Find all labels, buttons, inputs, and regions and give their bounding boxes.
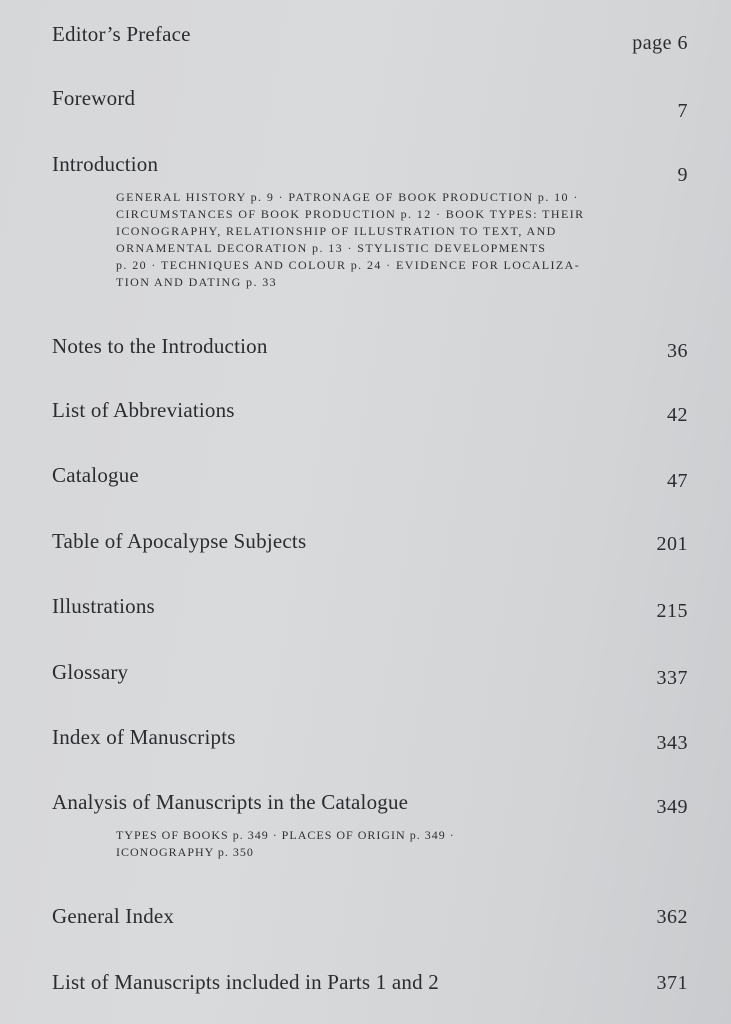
toc-entry-page: 349 [656,796,688,818]
toc-entry-title: List of Manuscripts included in Parts 1 and 2 [52,970,439,994]
subentry-line: ORNAMENTAL DECORATION p. 13 · STYLISTIC DEVELOPMENTS [116,241,547,255]
toc-entry-title: Catalogue [52,463,139,487]
subentry-line: TION AND DATING p. 33 [116,275,278,289]
toc-entry-page: 36 [667,340,688,362]
toc-entry-title: Analysis of Manuscripts in the Catalogue [52,790,409,814]
subentry-line: p. 20 · TECHNIQUES AND COLOUR p. 24 · EVIDENCE FOR LOCALIZA- [116,258,581,272]
toc-entry-page: 215 [656,600,688,622]
toc-entry-index-of-manuscripts [52,725,692,765]
toc-entry-page: 9 [677,164,688,186]
toc-entry-page: 362 [656,906,688,928]
toc-entry-analysis-of-manuscripts [52,790,692,830]
toc-entry-page: 42 [667,404,688,426]
toc-entry-editors-preface [52,22,692,62]
toc-entry-page: 343 [656,732,688,754]
toc-entry-general-index [52,904,692,944]
toc-entry-page: 371 [656,972,688,994]
toc-entry-foreword [52,86,692,126]
toc-entry-title: Illustrations [52,594,155,618]
subentry-line: ICONOGRAPHY, RELATIONSHIP OF ILLUSTRATION TO TEXT, AND [116,224,557,238]
toc-entry-table-of-apocalypse-subjects [52,529,692,569]
toc-entry-title: Foreword [52,86,136,110]
toc-entry-glossary [52,660,692,700]
toc-entry-page: page 6 [632,32,688,54]
toc-entry-title: Notes to the Introduction [52,334,268,358]
toc-entry-title: Glossary [52,660,129,684]
toc-entry-list-of-abbreviations [52,398,692,438]
toc-entry-title: Table of Apocalypse Subjects [52,529,307,553]
toc-entry-page: 47 [667,470,688,492]
toc-entry-introduction [52,152,692,192]
analysis-subentries [116,827,636,861]
subentry-line: ICONOGRAPHY p. 350 [116,845,254,859]
toc-entry-title: Introduction [52,152,159,176]
toc-entry-page: 201 [656,533,688,555]
subentry-line: CIRCUMSTANCES OF BOOK PRODUCTION p. 12 · BOOK TYPES: THEIR [116,207,585,221]
subentry-line: GENERAL HISTORY p. 9 · PATRONAGE OF BOOK PRODUCTION p. 10 · [116,190,579,204]
introduction-subentries [116,189,636,291]
toc-entry-page: 337 [656,667,688,689]
toc-entry-page: 7 [677,100,688,122]
toc-entry-title: General Index [52,904,175,928]
toc-entry-title: Editor’s Preface [52,22,191,46]
subentry-line: TYPES OF BOOKS p. 349 · PLACES OF ORIGIN p. 349 · [116,828,455,842]
toc-entry-notes-to-introduction [52,334,692,374]
toc-entry-catalogue [52,463,692,503]
toc-entry-list-of-manuscripts-parts-1-2 [52,970,692,1010]
toc-entry-illustrations [52,594,692,634]
toc-entry-title: List of Abbreviations [52,398,235,422]
toc-entry-title: Index of Manuscripts [52,725,236,749]
